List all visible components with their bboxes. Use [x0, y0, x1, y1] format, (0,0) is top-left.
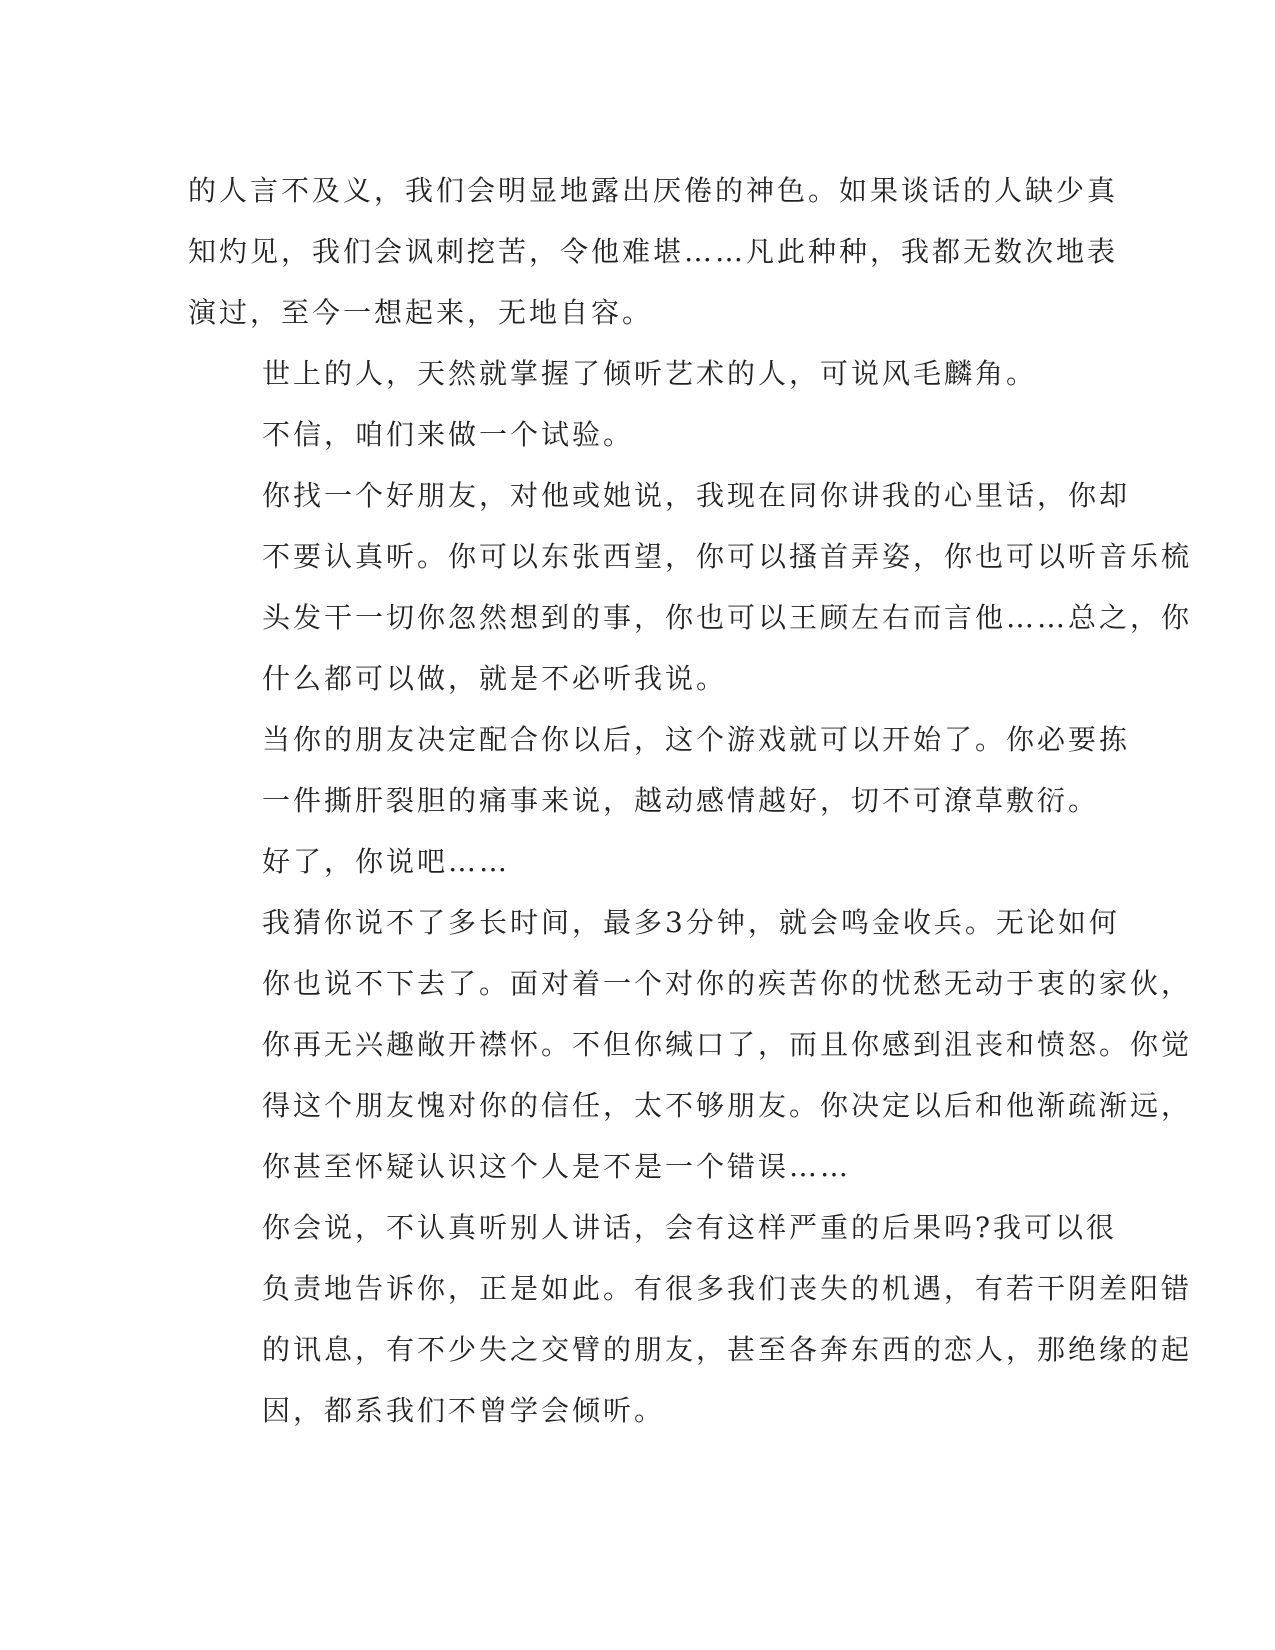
text-line: 我猜你说不了多长时间，最多3分钟，就会鸣金收兵。无论如何: [262, 906, 1120, 939]
paragraph-5: [188, 709, 1131, 831]
text-line: 你也说不下去了。面对着一个对你的疾苦你的忧愁无动于衷的家伙，: [262, 967, 1193, 1000]
text-line: 好了，你说吧……: [262, 845, 511, 878]
text-line: 知灼见，我们会讽刺挖苦，令他难堪……凡此种种，我都无数次地表: [188, 235, 1119, 268]
text-line: 得这个朋友愧对你的信任，太不够朋友。你决定以后和他渐疏渐远，: [262, 1089, 1193, 1122]
paragraph-3: [188, 404, 1068, 465]
text-line: 不要认真听。你可以东张西望，你可以搔首弄姿，你也可以听音乐梳: [262, 540, 1193, 573]
text-line: 头发干一切你忽然想到的事，你也可以王顾左右而言他……总之，你: [262, 601, 1193, 634]
paragraph-4: [188, 465, 1193, 709]
text-line: 不信，咱们来做一个试验。: [262, 418, 635, 451]
paragraph-7: [188, 892, 1193, 1197]
text-line: 你甚至怀疑认识这个人是不是一个错误……: [262, 1150, 852, 1183]
text-line: 什么都可以做，就是不必听我说。: [262, 662, 728, 695]
text-line: 你会说，不认真听别人讲话，会有这样严重的后果吗?我可以很: [262, 1211, 1118, 1244]
body-text: [188, 160, 1193, 1441]
text-line: 的人言不及义，我们会明显地露出厌倦的神色。如果谈话的人缺少真: [188, 174, 1119, 207]
text-line: 当你的朋友决定配合你以后，这个游戏就可以开始了。你必要拣: [262, 723, 1131, 756]
text-line: 你再无兴趣敞开襟怀。不但你缄口了，而且你感到沮丧和愤怒。你觉: [262, 1028, 1193, 1061]
text-line: 演过，至今一想起来，无地自容。: [188, 296, 654, 329]
text-line: 负责地告诉你，正是如此。有很多我们丧失的机遇，有若干阴差阳错: [262, 1272, 1193, 1305]
paragraph-2: [188, 343, 1068, 404]
paragraph-8: [188, 1197, 1193, 1441]
paragraph-6: [188, 831, 1068, 892]
text-line: 你找一个好朋友，对他或她说，我现在同你讲我的心里话，你却: [262, 479, 1131, 512]
text-line: 因，都系我们不曾学会倾听。: [262, 1394, 666, 1427]
text-line: 的讯息，有不少失之交臂的朋友，甚至各奔东西的恋人，那绝缘的起: [262, 1333, 1193, 1366]
text-line: 一件撕肝裂胆的痛事来说，越动感情越好，切不可潦草敷衍。: [262, 784, 1100, 817]
paragraph-1: [188, 160, 1119, 343]
text-line: 世上的人，天然就掌握了倾听艺术的人，可说风毛麟角。: [262, 357, 1038, 390]
